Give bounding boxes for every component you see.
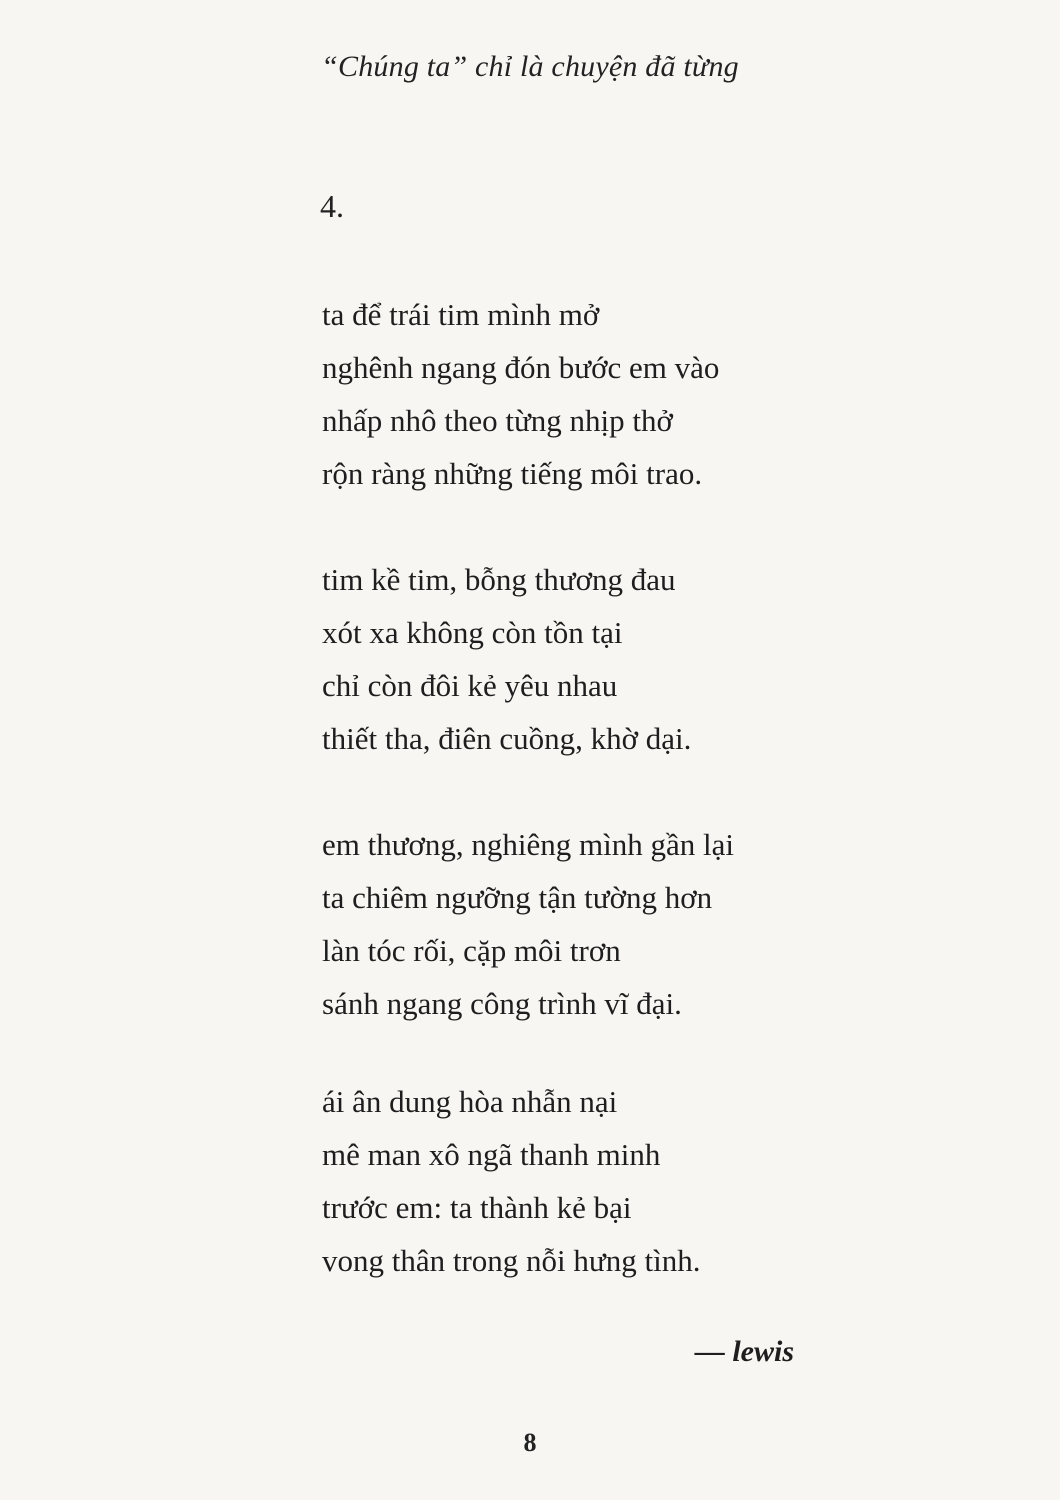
poem-line: ta để trái tim mình mở	[322, 297, 600, 332]
poem-line: xót xa không còn tồn tại	[322, 615, 623, 650]
poem-number: 4.	[320, 188, 344, 224]
stanza-2	[322, 553, 691, 765]
author-signature: — lewis	[694, 1335, 794, 1368]
poem-line: trước em: ta thành kẻ bại	[322, 1190, 632, 1225]
poem-line: vong thân trong nỗi hưng tình.	[322, 1243, 701, 1278]
page-number: 8	[523, 1428, 537, 1457]
poem-line: em thương, nghiêng mình gần lại	[322, 827, 735, 862]
poem-line: thiết tha, điên cuồng, khờ dại.	[322, 721, 692, 756]
poem-line: chỉ còn đôi kẻ yêu nhau	[322, 668, 618, 703]
running-header: “Chúng ta” chỉ là chuyện đã từng	[321, 50, 739, 83]
poem-line: nhấp nhô theo từng nhịp thở	[322, 403, 673, 438]
stanza-4	[322, 1075, 700, 1287]
stanza-3	[322, 818, 734, 1030]
poem-line: mê man xô ngã thanh minh	[322, 1137, 661, 1172]
poem-line: ta chiêm ngưỡng tận tường hơn	[322, 880, 713, 915]
poem-line: sánh ngang công trình vĩ đại.	[322, 986, 682, 1021]
stanza-1	[322, 288, 719, 500]
poem-line: nghênh ngang đón bước em vào	[322, 350, 720, 385]
poem-line: rộn ràng những tiếng môi trao.	[322, 456, 703, 491]
poem-line: làn tóc rối, cặp môi trơn	[322, 933, 621, 968]
poem-line: tim kề tim, bỗng thương đau	[322, 562, 676, 597]
poem-line: ái ân dung hòa nhẫn nại	[322, 1084, 618, 1119]
